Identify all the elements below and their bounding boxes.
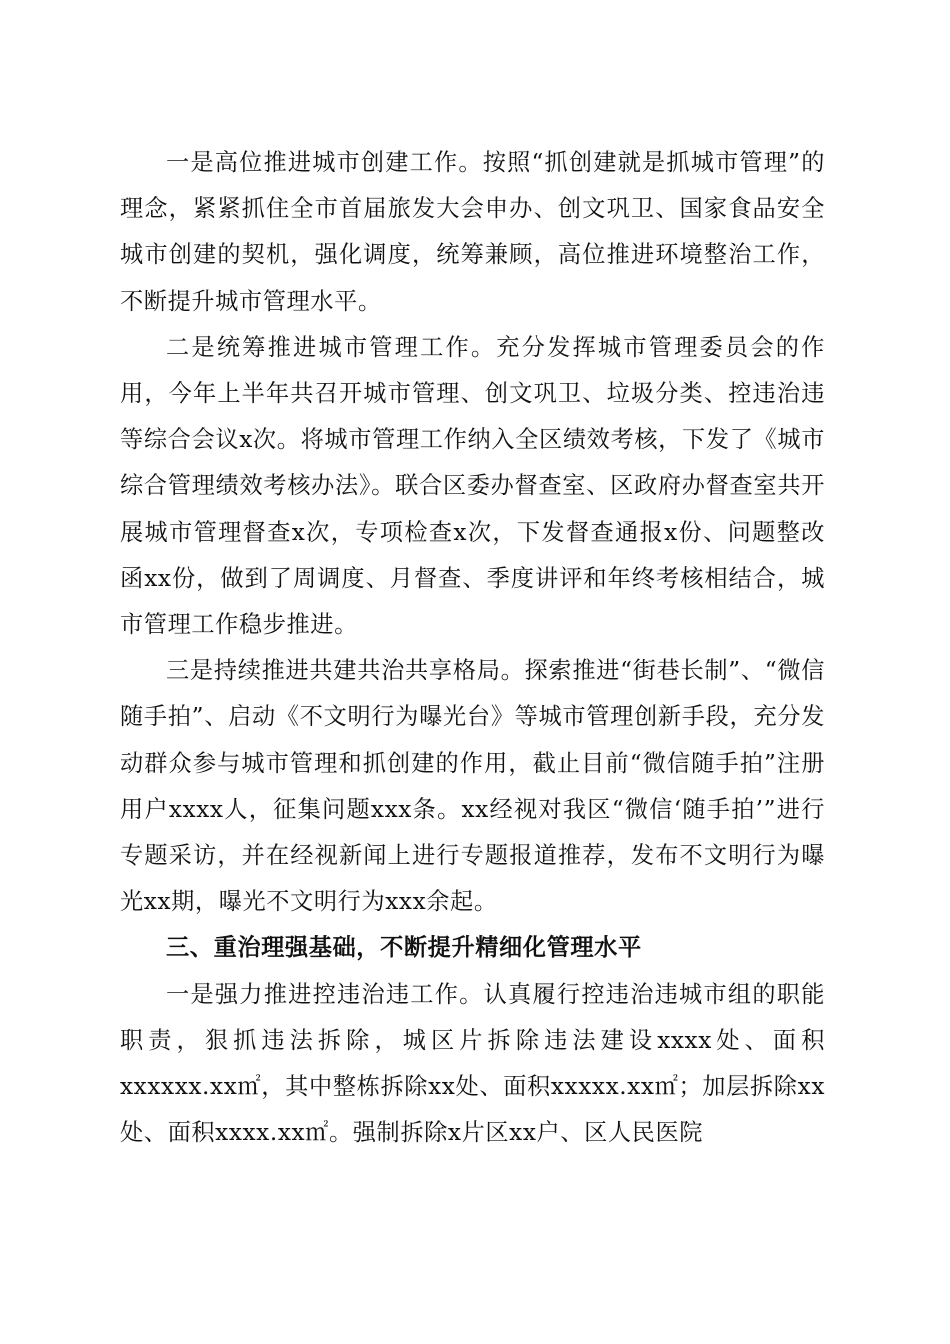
- paragraph-body: 按照“抓创建就是抓城市管理”的理念，紧紧抓住全市首届旅发大会申办、创文巩卫、国家食品安全城市创建的契机，强化调度，统筹兼顾，高位推进环境整治工作，不断提升城市管理水平。: [120, 149, 825, 315]
- paragraph-lead: 三是持续推进共建共治共享格局。: [166, 657, 525, 685]
- paragraph-co-governance: [120, 648, 825, 925]
- paragraph-body: 认真履行控违治违城市组的职能职责，狠抓违法拆除，城区片拆除违法建设xxxx处、面积xxxxxx.xx㎡，其中整栋拆除xx处、面积xxxxx.xx㎡；加层拆除xx处、面积xxxx.xx㎡。强制拆除x片区xx户、区人民医院: [120, 980, 825, 1147]
- paragraph-lead: 二是统筹推进城市管理工作。: [166, 333, 497, 361]
- paragraph-body: 充分发挥城市管理委员会的作用，今年上半年共召开城市管理、创文巩卫、垃圾分类、控违治违等综合会议x次。将城市管理工作纳入全区绩效考核，下发了《城市综合管理绩效考核办法》。联合区委办督查室、区政府办督查室共开展城市管理督查x次，专项检查x次，下发督查通报x份、问题整改函xx份，做到了周调度、月督查、季度讲评和年终考核相结合，城市管理工作稳步推进。: [120, 333, 825, 639]
- section-heading: 三、重治理强基础，不断提升精细化管理水平: [166, 934, 642, 962]
- paragraph-city-creation: [120, 140, 825, 325]
- document-page: [120, 140, 825, 1156]
- paragraph-city-management: [120, 325, 825, 648]
- paragraph-lead: 一是高位推进城市创建工作。: [166, 149, 483, 176]
- paragraph-illegal-construction: [120, 972, 825, 1157]
- paragraph-lead: 一是强力推进控违治违工作。: [166, 980, 484, 1008]
- paragraph-body: 探索推进“街巷长制”、“微信随手拍”、启动《不文明行为曝光台》等城市管理创新手段，充分发动群众参与城市管理和抓创建的作用，截止目前“微信随手拍”注册用户xxxx人，征集问题xxx条。xx经视对我区“微信‘随手拍’”进行专题采访，并在经视新闻上进行专题报道推荐，发布不文明行为曝光xx期，曝光不文明行为xxx余起。: [120, 657, 826, 916]
